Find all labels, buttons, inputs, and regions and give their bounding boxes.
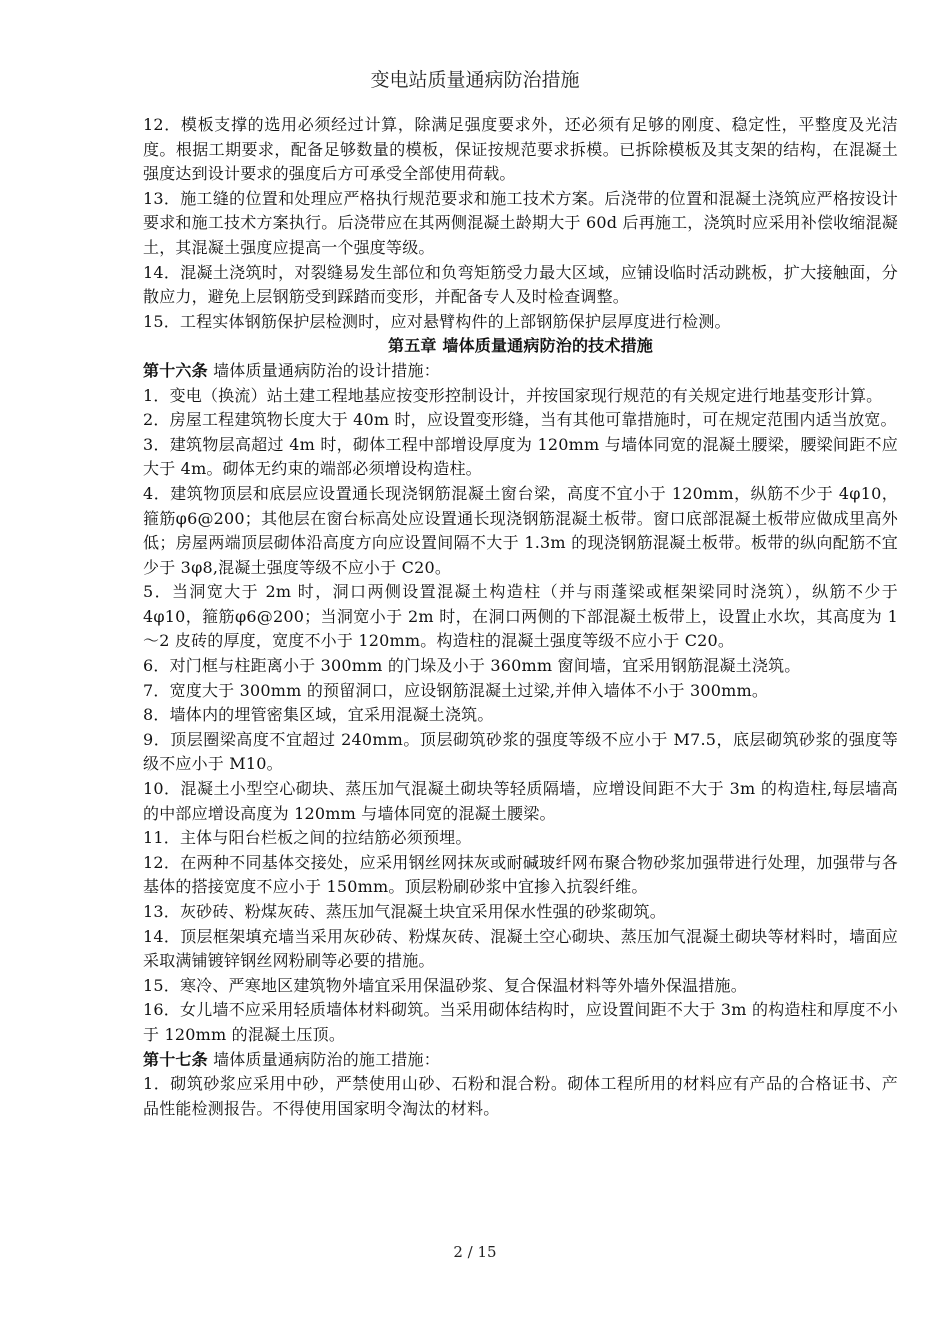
list-item: 16．女儿墙不应采用轻质墙体材料砌筑。当采用砌体结构时，应设置间距不大于 3m 的构造柱和厚度不小于 120mm 的混凝土压顶。 <box>143 1000 898 1044</box>
list-item: 12．在两种不同基体交接处，应采用钢丝网抹灰或耐碱玻纤网布聚合物砂浆加强带进行处理，加强带与各基体的搭接宽度不应小于 150mm。顶层粉刷砂浆中宜掺入抗裂纤维。 <box>143 852 898 897</box>
paragraph: 15．工程实体钢筋保护层检测时，应对悬臂构件的上部钢筋保护层厚度进行检测。 <box>143 311 731 331</box>
list-item: 5．当洞宽大于 2m 时，洞口两侧设置混凝土构造柱（并与雨蓬梁或框架梁同时浇筑），纵筋不少于 4φ10，箍筋φ6@200；当洞宽小于 2m 时，在洞口两侧的下部混凝土板带上，设置止水坎，其高度为 1～2 皮砖的厚度，宽度不小于 120mm。构造柱的混凝土强度等级不应小于 C20。 <box>143 582 898 651</box>
list-item: 3．建筑物层高超过 4m 时，砌体工程中部增设厚度为 120mm 与墙体同宽的混凝土腰梁，腰梁间距不应大于 4m。砌体无约束的端部必须增设构造柱。 <box>143 434 898 479</box>
list-item: 13．灰砂砖、粉煤灰砖、蒸压加气混凝土块宜采用保水性强的砂浆砌筑。 <box>143 902 666 921</box>
document-body <box>143 113 898 1121</box>
list-item: 7．宽度大于 300mm 的预留洞口，应设钢筋混凝土过梁,并伸入墙体不小于 300mm。 <box>143 680 769 700</box>
article-label: 第十六条 <box>143 360 208 380</box>
article-label: 第十七条 <box>143 1049 208 1069</box>
list-item: 1．砌筑砂浆应采用中砂，严禁使用山砂、石粉和混合粉。砌体工程所用的材料应有产品的合格证书、产品性能检测报告。不得使用国家明令淘汰的材料。 <box>143 1074 898 1118</box>
list-item: 8．墙体内的埋管密集区域，宜采用混凝土浇筑。 <box>143 705 494 725</box>
list-item: 9．顶层圈梁高度不宜超过 240mm。顶层砌筑砂浆的强度等级不应小于 M7.5，底层砌筑砂浆的强度等级不应小于 M10。 <box>143 729 898 774</box>
list-item: 11．主体与阳台栏板之间的拉结筋必须预埋。 <box>143 828 472 848</box>
article-heading-text: 墙体质量通病防治的设计措施： <box>207 360 440 380</box>
page-header-title: 变电站质量通病防治措施 <box>370 69 580 91</box>
page-number: 2 / 15 <box>453 1243 497 1261</box>
list-item: 6．对门框与柱距离小于 300mm 的门垛及小于 360mm 窗间墙，宜采用钢筋混凝土浇筑。 <box>143 656 801 676</box>
list-item: 15．寒冷、严寒地区建筑物外墙宜采用保温砂浆、复合保温材料等外墙外保温措施。 <box>143 975 747 995</box>
paragraph: 12．模板支撑的选用必须经过计算，除满足强度要求外，还必须有足够的刚度、稳定性，平整度及光洁度。根据工期要求，配备足够数量的模板，保证按规范要求拆模。已拆除模板及其支架的结构，在混凝土强度达到设计要求的强度后方可承受全部使用荷载。 <box>143 115 898 184</box>
list-item: 4．建筑物顶层和底层应设置通长现浇钢筋混凝土窗台梁，高度不宜小于 120mm，纵筋不少于 4φ10，箍筋φ6@200；其他层在窗台标高处应设置通长现浇钢筋混凝土板带。窗口底部混凝土板带应做成里高外低；房屋两端顶层砌体沿高度方向应设置间隔不大于 1.3m 的现浇钢筋混凝土板带。板带的纵向配筋不宜少于 3φ8,混凝土强度等级不应小于 C20。 <box>143 483 898 577</box>
chapter-heading: 第五章 墙体质量通病防治的技术措施 <box>388 336 653 356</box>
paragraph: 14．混凝土浇筑时，对裂缝易发生部位和负弯矩筋受力最大区域，应铺设临时活动跳板，扩大接触面，分散应力，避免上层钢筋受到踩踏而变形，并配备专人及时检查调整。 <box>143 262 898 307</box>
article-heading-text: 墙体质量通病防治的施工措施： <box>207 1049 440 1069</box>
paragraph: 13．施工缝的位置和处理应严格执行规范要求和施工技术方案。后浇带的位置和混凝土浇筑应严格按设计要求和施工技术方案执行。后浇带应在其两侧混凝土龄期大于 60d 后再施工，浇筑时应采用补偿收缩混凝土，其混凝土强度应提高一个强度等级。 <box>143 188 898 257</box>
list-item: 10．混凝土小型空心砌块、蒸压加气混凝土砌块等轻质隔墙，应增设间距不大于 3m 的构造柱,每层墙高的中部应增设高度为 120mm 与墙体同宽的混凝土腰梁。 <box>143 779 898 823</box>
list-item: 14．顶层框架填充墙当采用灰砂砖、粉煤灰砖、混凝土空心砌块、蒸压加气混凝土砌块等材料时，墙面应采取满铺镀锌钢丝网粉刷等必要的措施。 <box>143 926 898 971</box>
article-17-heading <box>143 1048 898 1073</box>
article-16-heading <box>143 359 898 384</box>
list-item: 1．变电（换流）站土建工程地基应按变形控制设计，并按国家现行规范的有关规定进行地基变形计算。 <box>143 385 883 405</box>
list-item: 2．房屋工程建筑物长度大于 40m 时，应设置变形缝，当有其他可靠措施时，可在规定范围内适当放宽。 <box>143 410 897 430</box>
